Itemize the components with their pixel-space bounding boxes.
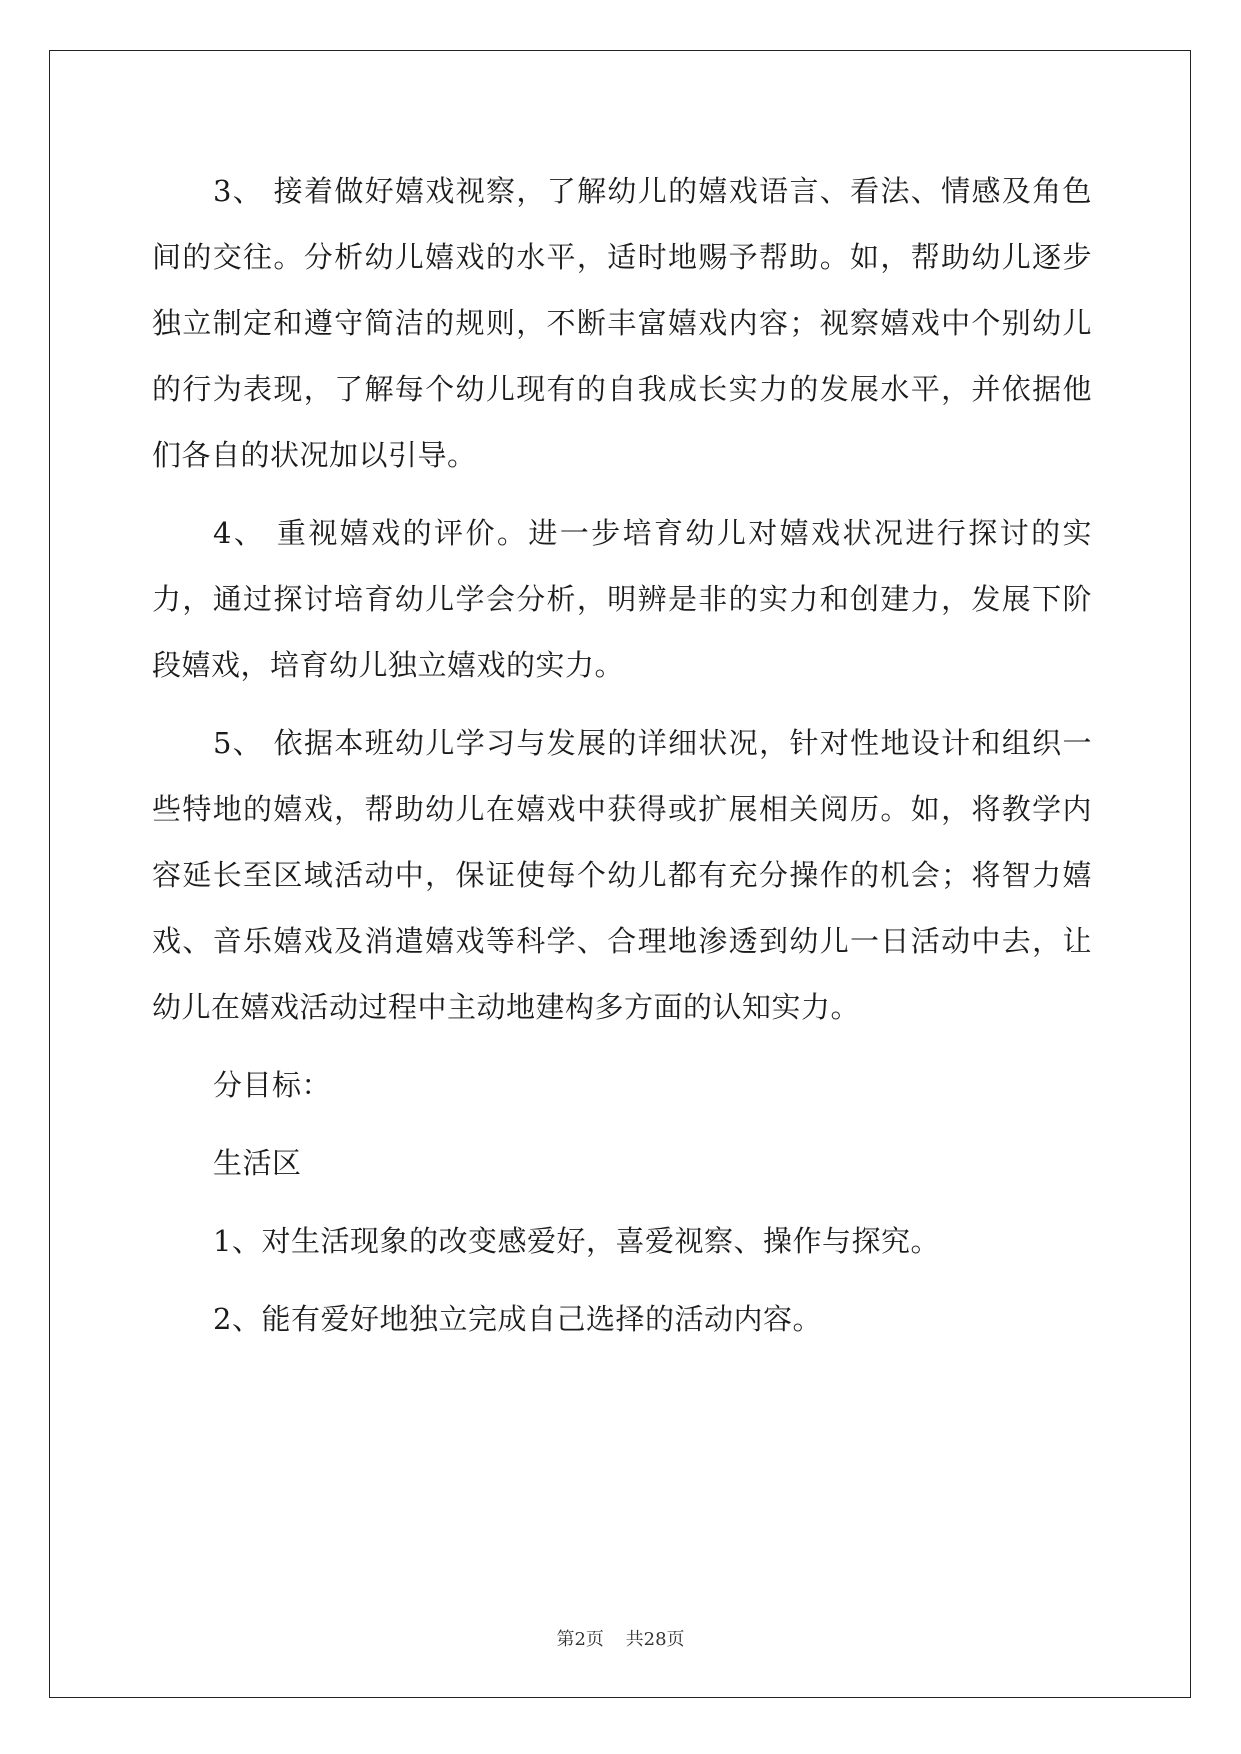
page-number-total: 共28页 (625, 1629, 685, 1650)
goal-item-1: 1、对生活现象的改变感爱好，喜爱视察、操作与探究。 (213, 1224, 940, 1258)
goal-item-2: 2、能有爱好地独立完成自己选择的活动内容。 (213, 1302, 822, 1336)
page-footer (0, 1625, 1241, 1651)
document-body (152, 158, 1092, 1364)
paragraph-item-3: 3、 接着做好嬉戏视察，了解幼儿的嬉戏语言、看法、情感及角色间的交往。分析幼儿嬉戏的水平，适时地赐予帮助。如，帮助幼儿逐步独立制定和遵守简洁的规则，不断丰富嬉戏内容；视察嬉戏中个别幼儿的行为表现，了解每个幼儿现有的自我成长实力的发展水平，并依据他们各自的状况加以引导。 (152, 174, 1092, 472)
paragraph-item-5: 5、 依据本班幼儿学习与发展的详细状况，针对性地设计和组织一些特地的嬉戏，帮助幼儿在嬉戏中获得或扩展相关阅历。如，将教学内容延长至区域活动中，保证使每个幼儿都有充分操作的机会；将智力嬉戏、音乐嬉戏及消遣嬉戏等科学、合理地渗透到幼儿一日活动中去，让幼儿在嬉戏活动过程中主动地建构多方面的认知实力。 (152, 726, 1092, 1024)
page-number-current: 第2页 (556, 1629, 604, 1650)
section-heading-life-area: 生活区 (213, 1146, 302, 1180)
paragraph-item-4: 4、 重视嬉戏的评价。进一步培育幼儿对嬉戏状况进行探讨的实力，通过探讨培育幼儿学会分析，明辨是非的实力和创建力，发展下阶段嬉戏，培育幼儿独立嬉戏的实力。 (152, 516, 1092, 682)
section-heading-sub-goals: 分目标： (213, 1068, 332, 1102)
